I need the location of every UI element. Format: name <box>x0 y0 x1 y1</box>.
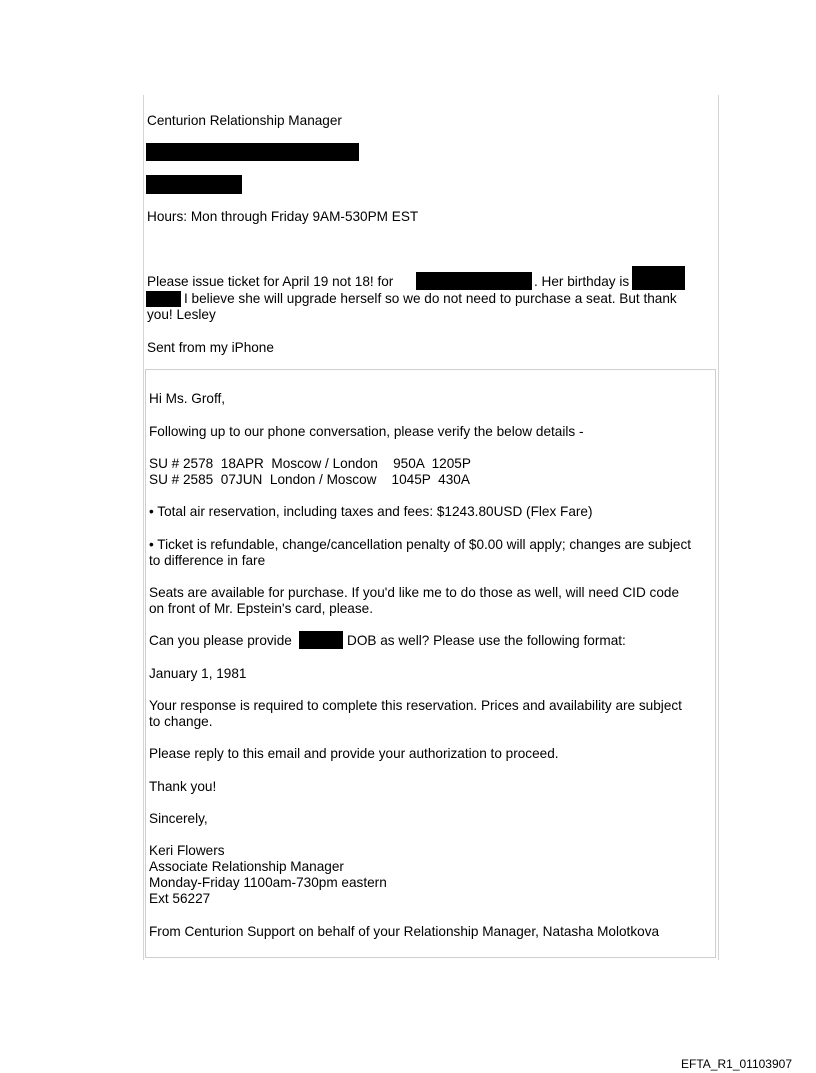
flight-line: SU # 2585 07JUN London / Moscow 1045P 430A <box>149 472 470 487</box>
redaction-block <box>416 272 532 290</box>
flight-line: SU # 2578 18APR Moscow / London 950A 1205P <box>149 456 471 471</box>
reply-line-2: I believe she will upgrade herself so we do not need to purchase a seat. But thank <box>184 291 677 306</box>
dob-request-b: DOB as well? Please use the following format: <box>347 633 626 648</box>
closing: Sincerely, <box>149 811 208 826</box>
reply-request: Please reply to this email and provide your authorization to proceed. <box>149 746 559 761</box>
document-id: EFTA_R1_01103907 <box>681 1057 792 1071</box>
sig-ext: Ext 56227 <box>149 891 211 906</box>
dob-request-a: Can you please provide <box>149 633 292 648</box>
sig-hours: Monday-Friday 1100am-730pm eastern <box>149 875 387 890</box>
sig-name: Keri Flowers <box>149 843 225 858</box>
response-line: Your response is required to complete this reservation. Prices and availability are subject <box>149 698 682 713</box>
sig-title: Associate Relationship Manager <box>149 859 344 874</box>
thanks: Thank you! <box>149 779 217 794</box>
redaction-block <box>146 291 181 307</box>
reply-line-3: you! Lesley <box>147 307 216 322</box>
redaction-block <box>146 143 359 161</box>
redaction-block <box>632 266 685 290</box>
reply-line-1a: Please issue ticket for April 19 not 18! for <box>147 274 394 289</box>
response-line-cont: to change. <box>149 714 213 729</box>
right-frame-line <box>718 95 719 960</box>
reply-line-1b: . Her birthday is <box>534 274 630 289</box>
quoted-intro: Following up to our phone conversation, please verify the below details - <box>149 424 584 439</box>
seats-line: Seats are available for purchase. If you'd like me to do those as well, will need CID code <box>149 585 680 600</box>
redaction-block <box>299 631 343 649</box>
bullet-total: • Total air reservation, including taxes and fees: $1243.80USD (Flex Fare) <box>149 504 593 519</box>
bullet-refund: • Ticket is refundable, change/cancellation penalty of $0.00 will apply; changes are subject <box>149 537 692 552</box>
seats-line-cont: on front of Mr. Epstein's card, please. <box>149 601 373 616</box>
from-line: From Centurion Support on behalf of your Relationship Manager, Natasha Molotkova <box>149 924 660 939</box>
date-format: January 1, 1981 <box>149 666 247 681</box>
signature-title: Centurion Relationship Manager <box>147 113 342 128</box>
bullet-refund-cont: to difference in fare <box>149 553 266 568</box>
left-frame-line <box>143 95 144 960</box>
signature-hours: Hours: Mon through Friday 9AM-530PM EST <box>147 209 419 224</box>
redaction-block <box>146 175 242 194</box>
quoted-greeting: Hi Ms. Groff, <box>149 391 226 406</box>
sent-from: Sent from my iPhone <box>147 340 274 355</box>
